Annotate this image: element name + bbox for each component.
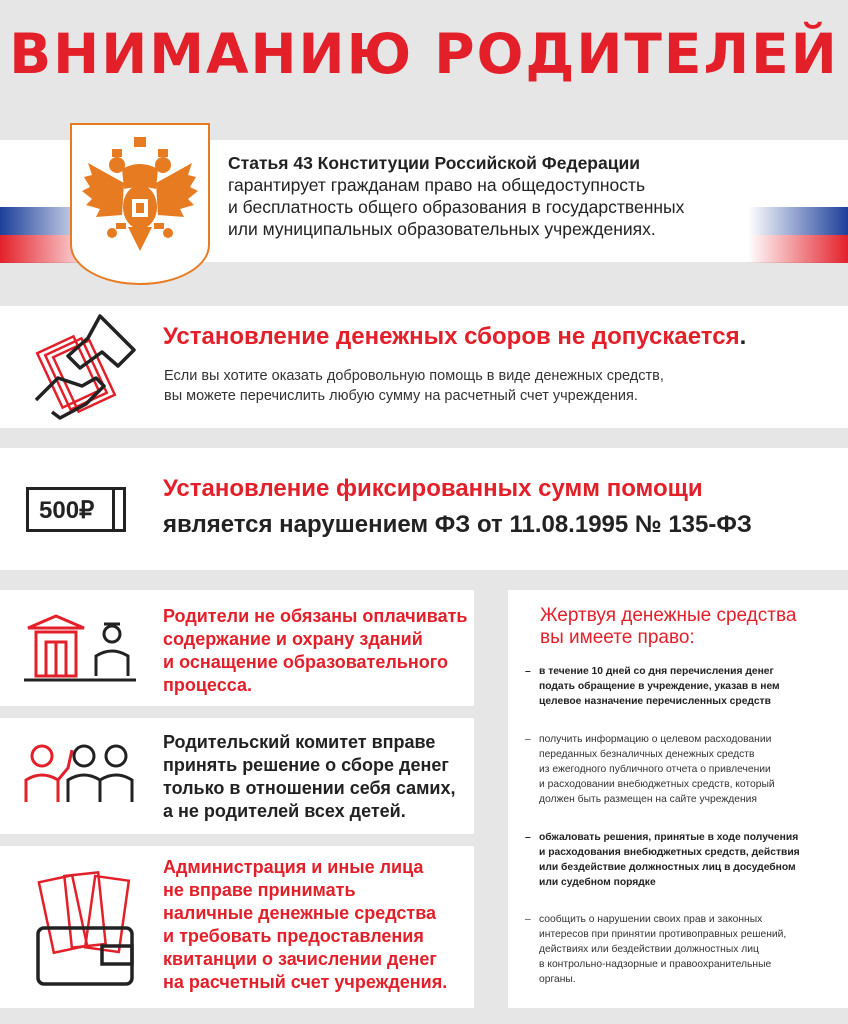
article-title: Статья 43 Конституции Российской Федерации [228,153,641,173]
wallet-money-icon [32,868,144,992]
flag-right-decoration [748,180,848,260]
banknote-amount: 500₽ [39,497,95,524]
committee-text: Родительский комитет вправе принять решение о сборе денег только в отношении себя самих, а не родителей всех детей. [163,732,456,821]
article-line: и бесплатность общего образования в государственных [228,197,685,217]
page-title: ВНИМАНИЮ РОДИТЕЛЕЙ [9,22,839,86]
rights-item: – сообщить о нарушении своих прав и законных интересов при принятии противоправных решений, действиях или бездействии должностных лиц в контрольно-надзорные и правоохранительные органы. [525,914,787,985]
buildings-text: Родители не обязаны оплачивать содержание и охрану зданий и оснащение образовательного процесса. [163,606,468,695]
rights-item: – обжаловать решения, принятые в ходе получения и расходования внебюджетных средств, действия или бездействие должностных лиц в досудебном или судебном порядке [525,832,800,888]
hands-money-icon [30,312,140,424]
building-guard-icon [24,612,146,692]
fixed-line-1: Установление фиксированных сумм помощи [163,475,703,502]
fixed-line-2: является нарушением ФЗ от 11.08.1995 № 135-ФЗ [163,511,752,538]
article-line: гарантирует гражданам право на общедоступность [228,175,646,195]
article-text [228,152,684,240]
rights-item: – в течение 10 дней со дня перечисления денег подать обращение в учреждение, указав в нем целевое назначение перечисленных средств [525,666,780,707]
fixed-sum-card [0,448,848,570]
rights-heading: Жертвуя денежные средства вы имеете право: [540,605,797,648]
fees-description: Если вы хотите оказать добровольную помощь в виде денежных средств, вы можете перечислить любую сумму на расчетный счет учреждения. [164,368,664,404]
banknote-icon [26,487,126,532]
fees-heading: Установление денежных сборов не допускается. [163,323,747,350]
rights-item: – получить информацию о целевом расходовании переданных безналичных денежных средств из ежегодного публичного отчета о привлечении и расходовании внебюджетных средств, который должен быть размещен на сайте учреждения [525,734,775,805]
article-line: или муниципальных образовательных учреждениях. [228,219,656,239]
double-headed-eagle-icon [72,129,208,279]
administration-text: Администрация и иные лица не вправе принимать наличные денежные средства и требовать предоставления квитанции о зачислении денег на расчетный счет учреждения. [163,857,448,992]
people-group-icon [22,740,134,810]
coat-of-arms-frame [70,123,210,285]
